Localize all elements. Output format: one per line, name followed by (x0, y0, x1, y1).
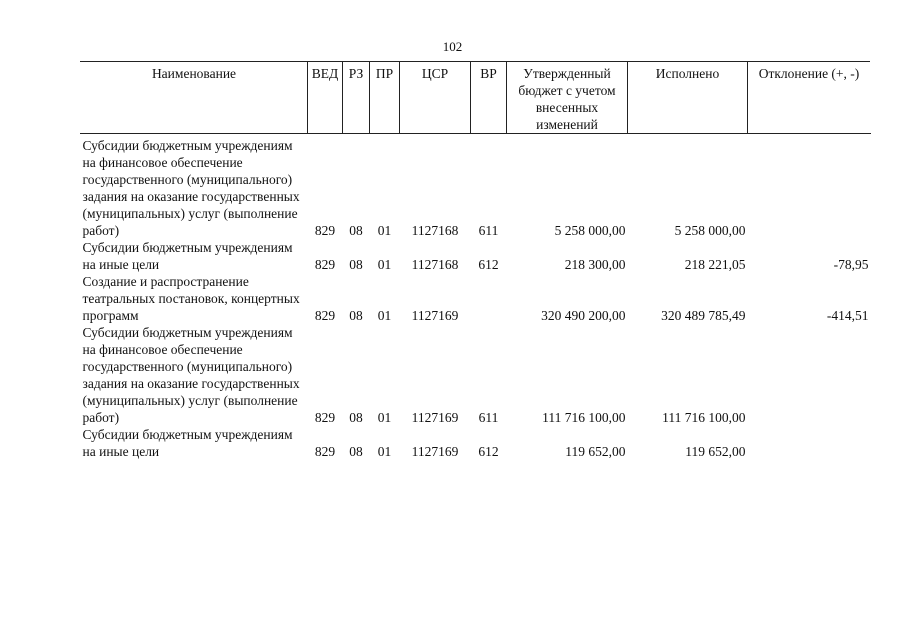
row-pr: 01 (377, 444, 392, 459)
header-row (81, 62, 871, 134)
row-name: Субсидии бюджетным учреждениям на финансовое обеспечение государственного (муниципального) задания на оказание государственных (муниципальных) услуг (выполнение работ) (82, 325, 300, 425)
row-csr: 1127168 (411, 223, 459, 238)
row-rz: 08 (349, 308, 363, 323)
row-deviation (748, 426, 871, 460)
header-pr: ПР (370, 62, 400, 134)
header-name: Наименование (81, 62, 308, 134)
row-ved: 829 (314, 308, 336, 323)
header-rz: РЗ (343, 62, 370, 134)
row-ved: 829 (314, 223, 336, 238)
row-executed: 218 221,05 (684, 257, 746, 272)
row-ved: 829 (314, 410, 336, 425)
row-name: Субсидии бюджетным учреждениям на финансовое обеспечение государственного (муниципального) задания на оказание государственных (муниципальных) услуг (выполнение работ) (82, 138, 300, 238)
header-ved: ВЕД (308, 62, 343, 134)
row-rz: 08 (349, 410, 363, 425)
row-pr: 01 (377, 223, 392, 238)
row-deviation (748, 137, 871, 239)
row-vr: 611 (478, 410, 499, 425)
row-approved: 320 490 200,00 (541, 308, 626, 323)
row-vr (471, 273, 507, 324)
page-number: 102 (442, 39, 463, 54)
row-approved: 111 716 100,00 (542, 410, 626, 425)
row-csr: 1127168 (411, 257, 459, 272)
row-approved: 119 652,00 (565, 444, 626, 459)
row-name: Субсидии бюджетным учреждениям на иные цели (82, 240, 293, 272)
row-deviation (748, 324, 871, 426)
row-ved: 829 (314, 444, 336, 459)
row-executed: 119 652,00 (685, 444, 746, 459)
row-pr: 01 (377, 257, 392, 272)
budget-table (80, 61, 871, 460)
row-rz: 08 (349, 257, 363, 272)
table-row (81, 239, 871, 273)
row-pr: 01 (377, 410, 392, 425)
table-row (81, 324, 871, 426)
row-csr: 1127169 (411, 308, 459, 323)
row-csr: 1127169 (411, 444, 459, 459)
row-vr: 612 (478, 444, 499, 459)
row-approved: 5 258 000,00 (554, 223, 626, 238)
row-name: Субсидии бюджетным учреждениям на иные цели (82, 427, 293, 459)
row-csr: 1127169 (411, 410, 459, 425)
row-executed: 5 258 000,00 (674, 223, 746, 238)
row-approved: 218 300,00 (564, 257, 626, 272)
header-approved: Утвержденный бюджет с учетом внесенных изменений (507, 62, 628, 134)
table-row (81, 273, 871, 324)
row-vr: 611 (478, 223, 499, 238)
row-deviation: -414,51 (826, 308, 869, 323)
row-rz: 08 (349, 444, 363, 459)
header-vr: ВР (471, 62, 507, 134)
table-row (81, 137, 871, 239)
row-executed: 320 489 785,49 (661, 308, 746, 323)
table-row (81, 426, 871, 460)
row-pr: 01 (377, 308, 392, 323)
row-name: Создание и распространение театральных постановок, концертных программ (82, 274, 300, 323)
header-executed: Исполнено (628, 62, 748, 134)
row-executed: 111 716 100,00 (662, 410, 746, 425)
row-vr: 612 (478, 257, 499, 272)
header-deviation: Отклонение (+, -) (748, 62, 871, 134)
row-deviation: -78,95 (833, 257, 869, 272)
row-rz: 08 (349, 223, 363, 238)
header-csr: ЦСР (400, 62, 471, 134)
row-ved: 829 (314, 257, 336, 272)
